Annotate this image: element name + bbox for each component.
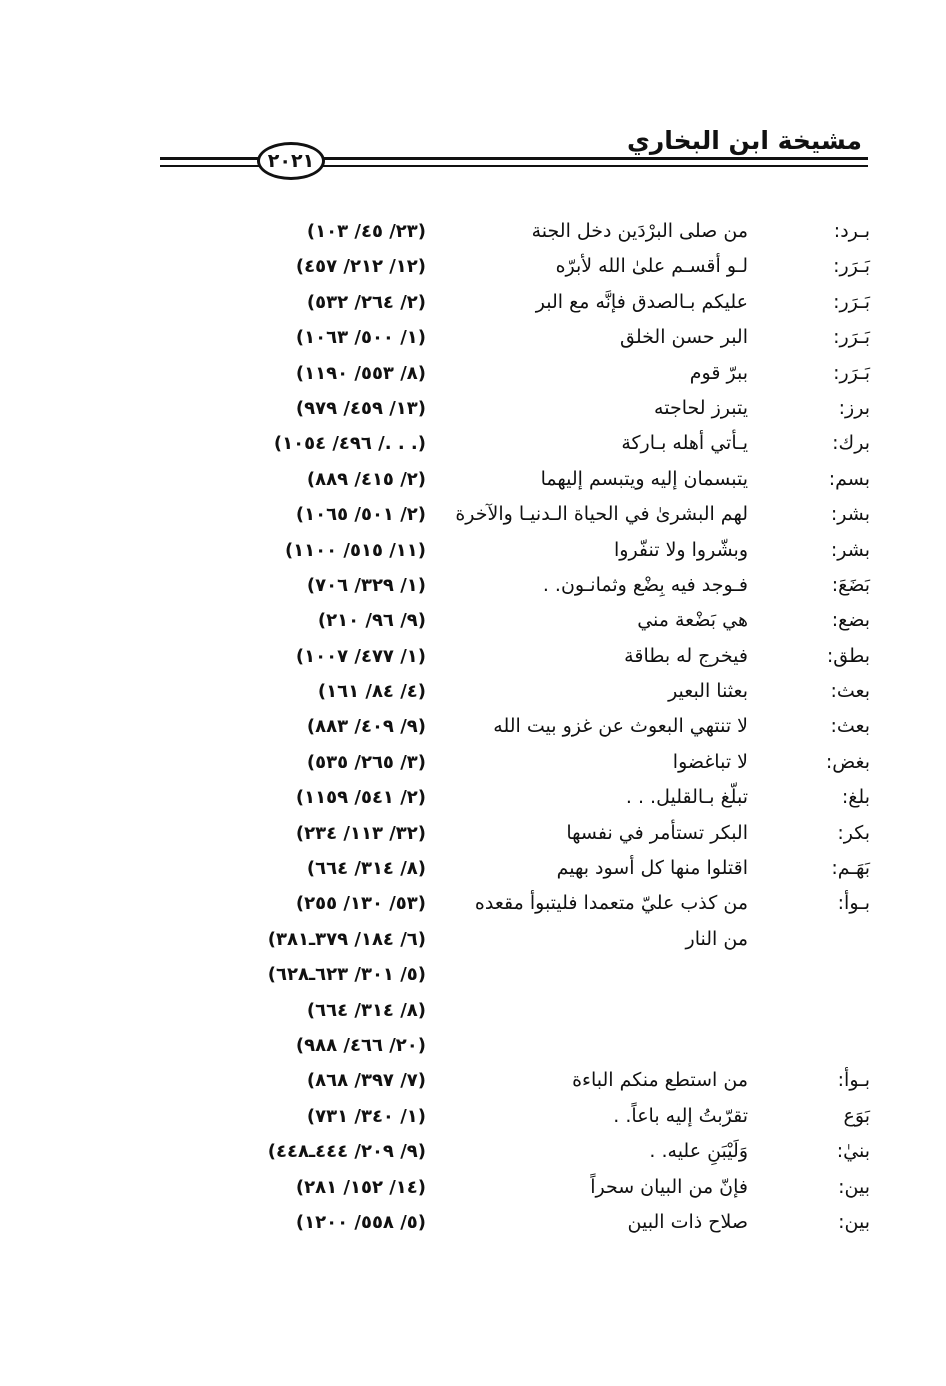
entry-text: فـوجد فيه بِضْع وثمانـون. .: [542, 573, 748, 596]
entry-reference: (١/ ٥٠٠/ ١٠٦٣): [295, 327, 426, 349]
entry-root: بنيٰ:: [836, 1140, 870, 1163]
entry-root: بَـرَر:: [833, 290, 870, 313]
entry-root: بضع:: [831, 609, 870, 632]
list-item: [0, 816, 946, 851]
entry-reference: (. . ./ ٤٩٦/ ١٠٥٤): [273, 433, 426, 455]
entry-reference: (٩/ ٤٠٩/ ٨٨٣): [306, 716, 426, 738]
entry-reference: (٢٣/ ٤٥/ ١٠٣): [306, 221, 426, 242]
entry-text: لـو أقسـم علىٰ الله لأبرّه: [555, 255, 748, 278]
entry-text: يـأتي أهله بـاركة: [621, 432, 748, 455]
entry-text: عليكم بـالصدق فإنَّه مع البر: [535, 290, 748, 313]
entry-reference: (٧/ ٣٩٧/ ٨٦٨): [306, 1070, 426, 1092]
entry-root: بعث:: [830, 715, 870, 738]
entry-root: بكر:: [837, 821, 870, 844]
entry-root: بشر:: [830, 503, 870, 526]
list-item: [0, 1134, 946, 1169]
entry-reference: (٥/ ٥٥٨/ ١٢٠٠): [295, 1211, 426, 1233]
entry-text: وبشّروا ولا تنفّروا: [613, 538, 748, 561]
list-item: [0, 603, 946, 638]
list-item: [0, 285, 946, 320]
entry-text: وَلَيْبَنِ عليه. .: [649, 1140, 748, 1163]
entry-root: بَهَـم:: [831, 857, 870, 880]
list-item: [0, 533, 946, 568]
entry-text: يتبرز لحاجته: [654, 396, 748, 419]
entry-root: بعث:: [830, 680, 870, 703]
list-item: [0, 214, 946, 249]
entry-reference: (١٢/ ٢١٢/ ٤٥٧): [295, 256, 426, 278]
entry-reference: (٣/ ٢٦٥/ ٥٣٥): [306, 751, 426, 773]
list-item: [0, 851, 946, 886]
entry-reference: (٢/ ٢٦٤/ ٥٣٢): [306, 291, 426, 313]
entry-text: لا تباغضوا: [672, 750, 748, 773]
entry-reference: (١/ ٣٢٩/ ٧٠٦): [306, 574, 426, 596]
entry-root: بـوأ:: [837, 892, 870, 915]
list-item: [0, 780, 946, 815]
page-number-badge: ٢٠٢١: [257, 142, 325, 180]
entry-root: بطق:: [826, 644, 870, 667]
entry-root: بين:: [838, 1210, 870, 1233]
entry-reference: (١٤/ ١٥٢/ ٢٨١): [295, 1176, 426, 1198]
entry-root: بغض:: [825, 750, 870, 773]
list-item: [0, 320, 946, 355]
entry-text: يتبسمان إليه ويتبسم إليهما: [540, 467, 748, 490]
list-item: [0, 497, 946, 532]
entry-text: فيخرج له بطاقة: [624, 644, 748, 667]
entry-text: من استطع منكم الباءة: [572, 1069, 748, 1092]
entry-root: بَضَعَ:: [831, 573, 870, 596]
entry-text: لهم البشرىٰ في الحياة الـدنيـا والآخرة: [455, 503, 748, 526]
entry-root: بين:: [838, 1175, 870, 1198]
list-item: [0, 249, 946, 284]
list-item: [0, 1063, 946, 1098]
list-item: [0, 993, 946, 1028]
list-item: [0, 426, 946, 461]
entry-list: [0, 214, 946, 1240]
entry-text: من صلى البرْدَين دخل الجنة: [531, 220, 748, 242]
entry-text: لا تنتهي البعوث عن غزو بيت الله: [493, 715, 748, 738]
list-item: [0, 356, 946, 391]
entry-reference: (٨/ ٣١٤/ ٦٦٤): [306, 858, 426, 880]
entry-reference: (٩/ ٩٦/ ٢١٠): [317, 610, 426, 632]
entry-reference: (٤/ ٨٤/ ١٦١): [317, 681, 426, 703]
list-item: [0, 674, 946, 709]
list-item: [0, 886, 946, 921]
list-item: [0, 709, 946, 744]
list-item: [0, 1170, 946, 1205]
entry-root: برز:: [838, 396, 870, 419]
entry-reference: (١/ ٤٧٧/ ١٠٠٧): [295, 645, 426, 667]
list-item: [0, 745, 946, 780]
entry-text: اقتلوا منها كل أسود بهيم: [556, 857, 748, 880]
list-item: [0, 1099, 946, 1134]
entry-reference: (٣٢/ ١١٣/ ٢٣٤): [295, 822, 426, 844]
page-title: مشيخة ابن البخاري: [626, 126, 862, 155]
entry-text: ببرّ قوم: [689, 361, 748, 384]
list-item: [0, 568, 946, 603]
list-item: [0, 1028, 946, 1063]
entry-reference: (٢/ ٥٤١/ ١١٥٩): [295, 787, 426, 809]
entry-reference: (٢/ ٥٠١/ ١٠٦٥): [295, 504, 426, 526]
entry-reference: (٥/ ٣٠١/ ٦٢٣ـ٦٢٨): [267, 964, 426, 986]
entry-root: برك:: [832, 432, 870, 455]
entry-reference: (٦/ ١٨٤/ ٣٧٩ـ٣٨١): [267, 928, 426, 950]
entry-root: بلغ:: [841, 786, 870, 809]
entry-reference: (١٣/ ٤٥٩/ ٩٧٩): [295, 397, 426, 419]
entry-root: بسم:: [828, 467, 870, 490]
entry-root: بـرد:: [833, 220, 870, 242]
entry-reference: (٥٣/ ١٣٠/ ٢٥٥): [295, 893, 426, 915]
entry-text: من كذب عليّ متعمدا فليتبوأ مقعده: [474, 892, 748, 915]
entry-root: بَـرَر:: [833, 361, 870, 384]
list-item: [0, 922, 946, 957]
entry-root: بَـرَر:: [833, 326, 870, 349]
entry-reference: (٨/ ٣١٤/ ٦٦٤): [306, 999, 426, 1021]
entry-text: من النار: [685, 927, 748, 950]
entry-reference: (١/ ٣٤٠/ ٧٣١): [306, 1105, 426, 1127]
list-item: [0, 391, 946, 426]
entry-reference: (١١/ ٥١٥/ ١١٠٠): [284, 539, 426, 561]
entry-text: البكر تستأمر في نفسها: [566, 821, 748, 844]
list-item: [0, 957, 946, 992]
entry-text: بعثنا البعير: [668, 680, 748, 703]
entry-root: بَـرَر:: [833, 255, 870, 278]
entry-reference: (٢/ ٤١٥/ ٨٨٩): [306, 468, 426, 490]
entry-root: بَوَع: [843, 1104, 870, 1127]
list-item: [0, 462, 946, 497]
entry-text: هي بَضْعة مني: [637, 609, 748, 632]
list-item: [0, 1205, 946, 1240]
entry-reference: (٨/ ٥٥٣/ ١١٩٠): [295, 362, 426, 384]
entry-text: تبلّغ بـالقليل. . .: [625, 786, 748, 809]
entry-text: تقرّبتُ إليه باعاً. .: [613, 1104, 748, 1127]
entry-text: فإنّ من البيان سحراً: [590, 1175, 748, 1198]
entry-root: بشر:: [830, 538, 870, 561]
entry-text: البر حسن الخلق: [620, 326, 748, 349]
entry-reference: (٢٠/ ٤٦٦/ ٩٨٨): [295, 1034, 426, 1056]
entry-text: صلاح ذات البين: [627, 1210, 748, 1233]
entry-reference: (٩/ ٢٠٩/ ٤٤٤ـ٤٤٨): [267, 1141, 426, 1163]
entry-root: بـوأ:: [837, 1069, 870, 1092]
list-item: [0, 639, 946, 674]
